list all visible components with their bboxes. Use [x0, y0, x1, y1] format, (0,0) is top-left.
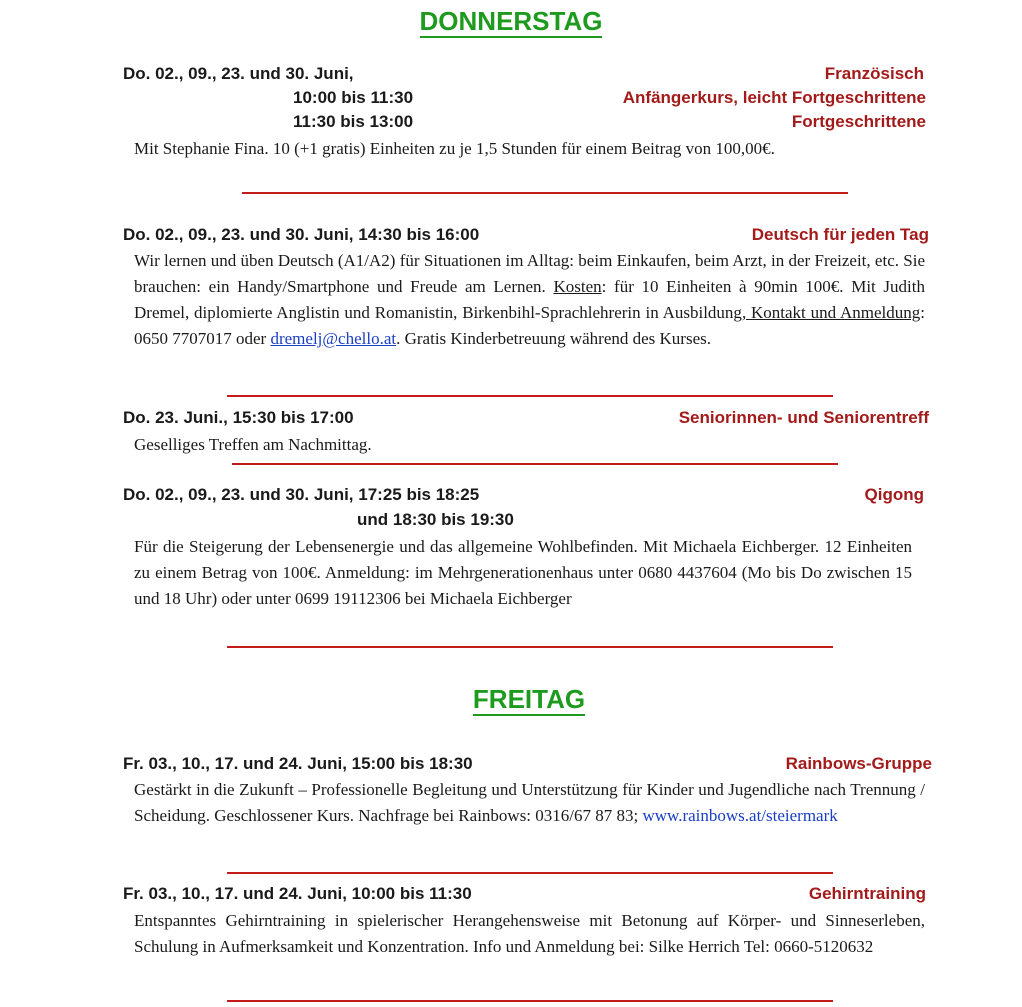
event-title: Rainbows-Gruppe: [785, 754, 932, 773]
divider: [227, 395, 833, 397]
email-link[interactable]: dremelj@chello.at: [270, 329, 397, 348]
divider: [227, 1000, 833, 1002]
event-date: Do. 02., 09., 23. und 30. Juni, 14:30 bis 16:00: [123, 225, 480, 244]
divider: [232, 463, 838, 465]
event-description: Entspanntes Gehirntraining in spielerischer Herangehensweise mit Betonung auf Körper- und Sinneserleben, Schulung in Aufmerksamkeit und Konzentration. Info und Anmeldung bei: Silke Herrich Tel: 0660-5120632: [134, 911, 925, 956]
day-heading-friday: FREITAG: [472, 684, 586, 714]
event-date: Fr. 03., 10., 17. und 24. Juni, 10:00 bis 11:30: [123, 884, 472, 903]
event-date: Do. 23. Juni., 15:30 bis 17:00: [123, 408, 354, 427]
website-link[interactable]: www.rainbows.at/steiermark: [642, 806, 838, 825]
event-time: und 18:30 bis 19:30: [357, 510, 514, 529]
divider: [227, 646, 833, 648]
event-title: Qigong: [864, 485, 924, 504]
event-date: Do. 02., 09., 23. und 30. Juni, 17:25 bis 18:25: [123, 485, 480, 504]
event-date: Fr. 03., 10., 17. und 24. Juni, 15:00 bis 18:30: [123, 754, 473, 773]
event-subtitle: Anfängerkurs, leicht Fortgeschrittene: [622, 88, 926, 107]
event-title: Seniorinnen- und Seniorentreff: [678, 408, 929, 427]
event-time: 11:30 bis 13:00: [293, 112, 414, 131]
event-title: Gehirntraining: [808, 884, 926, 903]
event-title: Deutsch für jeden Tag: [751, 225, 929, 244]
day-heading-thursday: DONNERSTAG: [419, 6, 603, 36]
event-subtitle: Fortgeschrittene: [791, 112, 926, 131]
event-description: Wir lernen und üben Deutsch (A1/A2) für Situationen im Alltag: beim Einkaufen, beim Arzt, in der Freizeit, etc. Sie brauchen: ein Handy/Smartphone und Freude am Lernen. Kosten: für 10 Einheiten à 90min 100€. Mit Judith Dremel, diplomierte Anglistin und Romanistin, Birkenbihl-Sprachlehrerin in Ausbildung, Kontakt und Anmeldung: 0650 7707017 oder dremelj@chello.at. Gratis Kinderbetreuung während des Kurses.: [134, 251, 925, 348]
event-time: 10:00 bis 11:30: [293, 88, 414, 107]
event-date: Do. 02., 09., 23. und 30. Juni,: [123, 64, 354, 83]
event-description: Für die Steigerung der Lebensenergie und das allgemeine Wohlbefinden. Mit Michaela Eichberger. 12 Einheiten zu einem Betrag von 100€. Anmeldung: im Mehrgenerationenhaus unter 0680 4437604 (Mo bis Do zwischen 15 und 18 Uhr) oder unter 0699 19112306 bei Michaela Eichberger: [134, 537, 912, 608]
event-description: Geselliges Treffen am Nachmittag.: [134, 435, 372, 454]
divider: [227, 872, 833, 874]
divider: [242, 192, 848, 194]
kosten-label: Kosten: [553, 277, 602, 296]
event-description: Mit Stephanie Fina. 10 (+1 gratis) Einheiten zu je 1,5 Stunden für einem Beitrag von 100,00€.: [134, 139, 775, 158]
event-description: Gestärkt in die Zukunft – Professionelle Begleitung und Unterstützung für Kinder und Jugendliche nach Trennung / Scheidung. Geschlossener Kurs. Nachfrage bei Rainbows: 0316/67 87 83; www.rainbows.at/steiermark: [134, 780, 925, 825]
contact-label: , Kontakt und Anmeldung: [741, 303, 921, 322]
event-title: Französisch: [824, 64, 924, 83]
